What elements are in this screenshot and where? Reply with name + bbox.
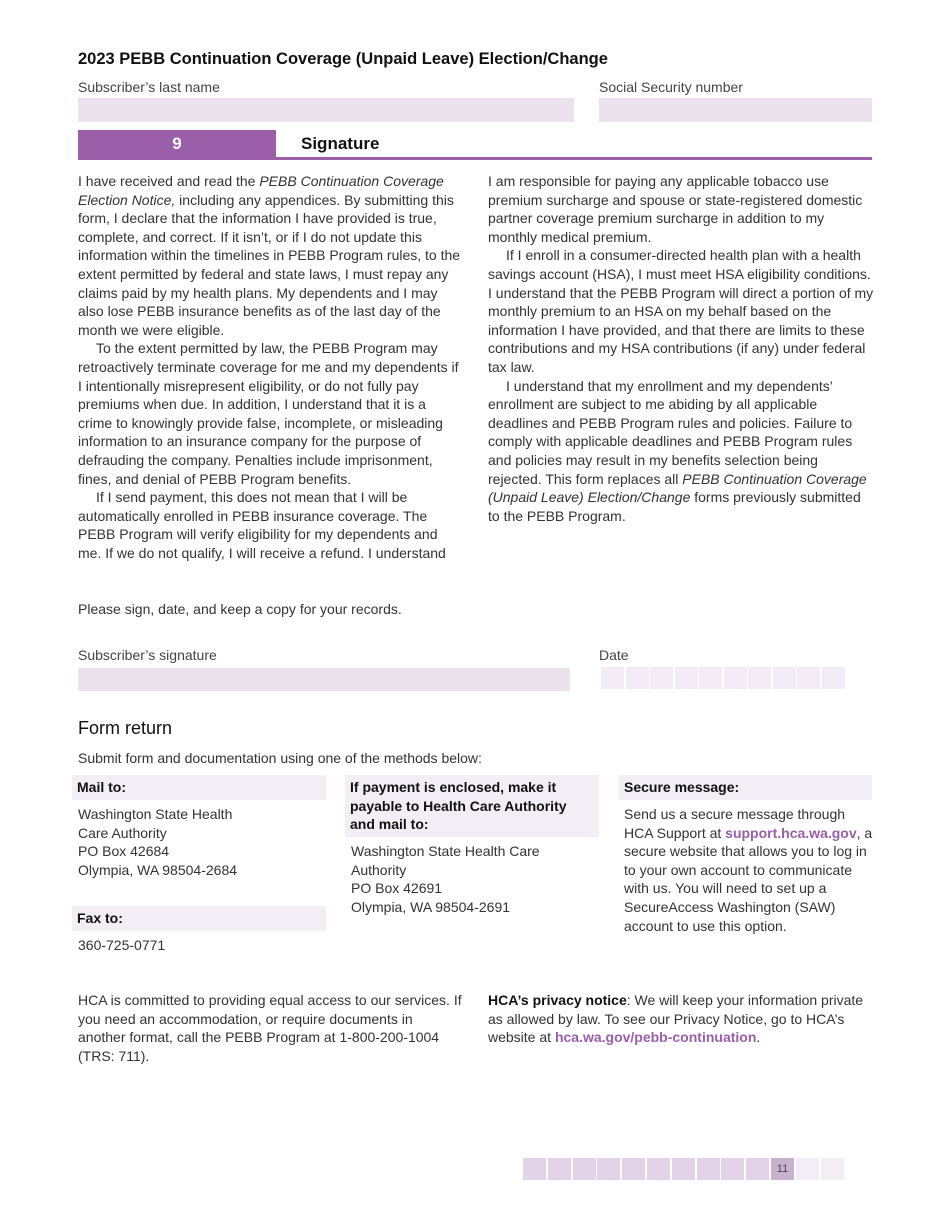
signature-terms-left [78,172,462,562]
secure-message-heading: Secure message: [619,775,872,800]
fax-to-heading: Fax to: [72,906,326,931]
mail-address: Washington State Health Care Authority PO Box 42684 Olympia, WA 98504-2684 [78,806,238,878]
page-box [821,1158,844,1180]
terms-paragraph-4: I am responsible for paying any applicable tobacco use premium surcharge and spouse or state-registered domestic partner coverage premium surcharge in addition to my monthly medical premium. [488,173,863,245]
section-header [78,130,872,160]
page-box [597,1158,620,1180]
date-digit-box[interactable] [797,667,820,689]
signature-field[interactable] [78,668,570,691]
support-link[interactable]: support.hca.wa.gov [725,824,857,841]
current-page-box: 11 [771,1158,794,1180]
page-box [796,1158,819,1180]
page-box [548,1158,571,1180]
terms-paragraph-3: If I send payment, this does not mean that I will be automatically enrolled in PEBB insurance coverage. The PEBB Program will verify eligibility for my dependents and me. If we do not qualify, I will receive a refund. I understand [78,489,446,561]
terms-paragraph-1: I have received and read the PEBB Continuation Coverage Election Notice, including any appendices. By submitting this form, I declare that the information I have provided is true, complete, and correct. If it isn’t, or if I do not update this information within the timelines in PEBB Program rules, to the extent permitted by federal and state laws, I must repay any claims paid by my health plans. My dependents and I may also lose PEBB insurance benefits as of the last day of the month we were eligible. [78,173,461,338]
payment-address: Washington State Health Care Authority PO Box 42691 Olympia, WA 98504-2691 [351,843,540,915]
date-digit-box[interactable] [601,667,624,689]
form-return-title: Form return [78,718,173,738]
page-box [746,1158,769,1180]
section-number: 9 [78,130,276,157]
secure-message-text: Send us a secure message through HCA Support at support.hca.wa.gov, a secure website that allows you to log in to your own account to communicate with us. You will need to set up a SecureAccess Washington (SAW) account to use this option. [624,806,873,934]
date-label: Date [599,647,629,663]
date-digit-box[interactable] [748,667,771,689]
terms-paragraph-5: If I enroll in a consumer-directed health plan with a health savings account (HSA), I must meet HSA eligibility conditions. I understand that the PEBB Program will direct a portion of my monthly premium to an HSA on my behalf based on the information I have provided, and that there are limits to these contributions and my HSA contributions (if any) under federal tax law. [488,247,874,375]
date-digit-box[interactable] [675,667,698,689]
privacy-notice-label: HCA’s privacy notice [488,992,627,1008]
fax-number: 360-725-0771 [78,937,166,953]
sign-instruction: Please sign, date, and keep a copy for your records. [78,601,402,617]
page-box [672,1158,695,1180]
last-name-label: Subscriber’s last name [78,79,220,95]
terms-paragraph-6: I understand that my enrollment and my dependents’ enrollment are subject to me abiding by all applicable deadlines and PEBB Program rules and policies. Failure to comply with applicable deadlines and PEBB Program rules and policies may result in my benefits selection being rejected. This form replaces all PEBB Continuation Coverage (Unpaid Leave) Election/Change forms previously submitted to the PEBB Program. [488,377,867,524]
ssn-field[interactable] [599,98,872,122]
date-digit-box[interactable] [773,667,796,689]
privacy-notice: HCA’s privacy notice: We will keep your information private as allowed by law. To see our Privacy Notice, go to HCA’s website at hca.wa.gov/pebb-continuation. [488,992,864,1046]
signature-terms-right [488,172,874,525]
date-digit-box[interactable] [699,667,722,689]
last-name-field[interactable] [78,98,574,122]
mail-to-heading: Mail to: [72,775,326,800]
date-digit-box[interactable] [626,667,649,689]
form-return-intro: Submit form and documentation using one of the methods below: [78,750,482,766]
form-title: 2023 PEBB Continuation Coverage (Unpaid Leave) Election/Change [78,50,608,68]
page-box [523,1158,546,1180]
notice-title: PEBB Continuation Coverage Election Notice, [78,173,444,208]
date-digit-box[interactable] [822,667,845,689]
accessibility-notice: HCA is committed to providing equal access to our services. If you need an accommodation, or require documents in another format, call the PEBB Program at 1-800-200-1004 (TRS: 711). [78,992,462,1064]
page-indicator [523,1158,847,1180]
page-box [573,1158,596,1180]
privacy-link[interactable]: hca.wa.gov/pebb-continuation [554,1029,757,1046]
section-title: Signature [301,134,380,153]
form-title-ref: PEBB Continuation Coverage (Unpaid Leave) Election/Change [488,470,867,506]
signature-label: Subscriber’s signature [78,647,217,663]
date-digit-box[interactable] [650,667,673,689]
page-box [721,1158,744,1180]
page-box [697,1158,720,1180]
ssn-label: Social Security number [599,79,743,95]
payment-heading: If payment is enclosed, make it payable to Health Care Authority and mail to: [345,775,599,837]
date-field[interactable] [601,667,847,689]
date-digit-box[interactable] [724,667,747,689]
page-box [622,1158,645,1180]
page-box [647,1158,670,1180]
terms-paragraph-2: To the extent permitted by law, the PEBB Program may retroactively terminate coverage for me and my dependents if I intentionally misrepresent eligibility, or do not fully pay premiums when due. In addition, I understand that it is a crime to knowingly provide false, incomplete, or misleading information to an insurance company for the purpose of defrauding the company. Penalties include imprisonment, fines, and denial of PEBB Program benefits. [78,340,459,487]
